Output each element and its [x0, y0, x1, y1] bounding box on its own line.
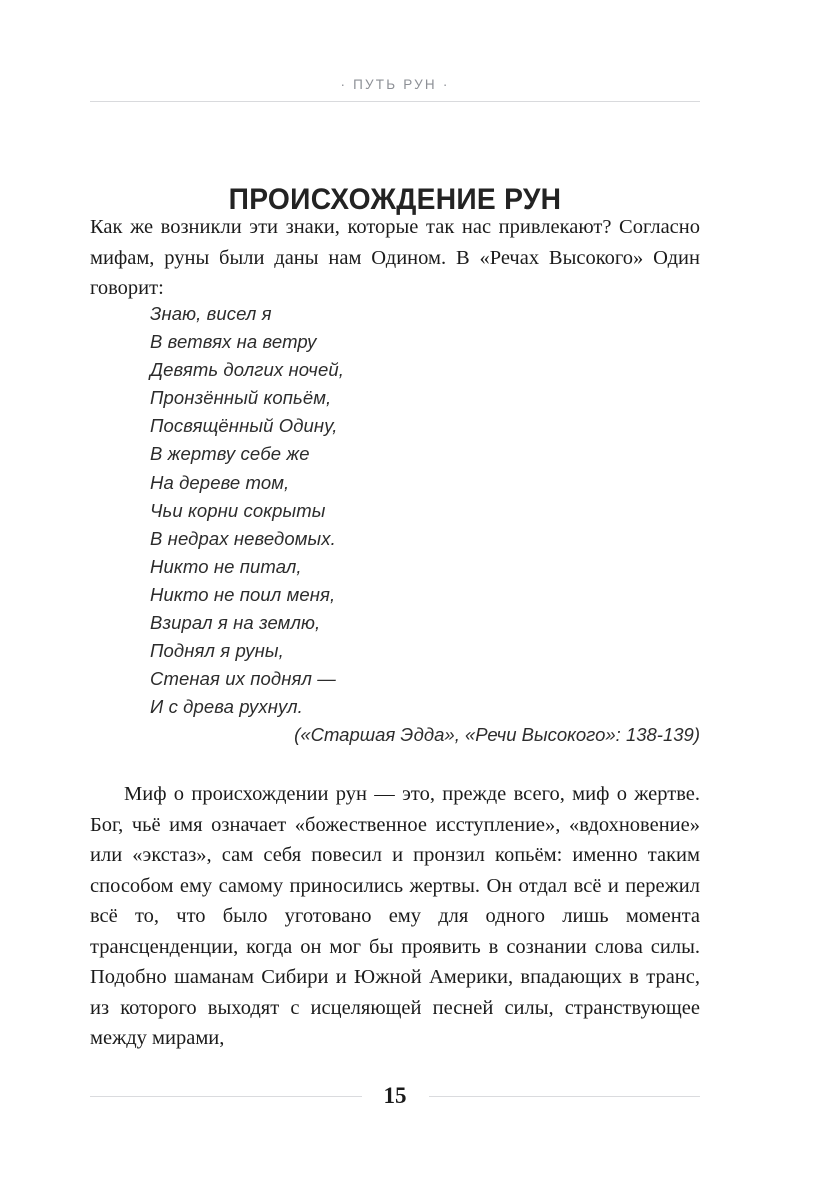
verse-line: Чьи корни сокрыты: [150, 499, 326, 521]
verse-line: Никто не поил меня,: [150, 583, 336, 605]
chapter-title: ПРОИСХОЖДЕНИЕ РУН: [228, 183, 562, 217]
verse-line: На дереве том,: [150, 471, 290, 493]
verse-block: [150, 300, 700, 721]
verse-line: Взирал я на землю,: [150, 612, 321, 634]
verse-line: В недрах неведомых.: [150, 527, 336, 549]
main-paragraph-text: Миф о происхождении рун — это, прежде всего, миф о жертве. Бог, чьё имя означает «божественное исступление», «вдохновение» или «экстаз», сам себя повесил и пронзил копьём: именно таким способом ему самому приносились жертвы. Он отдал всё и пережил всё то, что было уготовано ему для одного лишь момента трансценденции, когда он мог бы проявить в сознании слова силы. Подобно шаманам Сибири и Южной Америки, впадающих в транс, из которого выходят с исцеляющей песней силы, странствующее между мирами,: [90, 783, 700, 1049]
verse-line: Пронзённый копьём,: [150, 387, 332, 409]
page-footer: [90, 1085, 700, 1108]
main-paragraph-block: [90, 779, 700, 1054]
verse-source-citation: («Старшая Эдда», «Речи Высокого»: 138-139): [294, 724, 700, 745]
verse-line: Никто не питал,: [150, 555, 302, 577]
verse-line: Знаю, висел я: [150, 303, 272, 324]
intro-paragraph-text: Как же возникли эти знаки, которые так нас привлекают? Согласно мифам, руны были даны нам Одином. В «Речах Высокого» Один говорит:: [90, 216, 700, 299]
intro-paragraph-block: [90, 212, 700, 304]
footer-rule-left: [90, 1096, 362, 1097]
verse-line: Поднял я руны,: [150, 640, 284, 662]
verse-line: И с древа рухнул.: [150, 696, 303, 718]
running-head-divider: [90, 101, 700, 102]
running-head: [90, 78, 700, 102]
verse-line: Стеная их поднял —: [150, 668, 336, 690]
verse-line: В ветвях на ветру: [150, 331, 317, 353]
page-number: 15: [383, 1083, 407, 1108]
footer-rule-right: [429, 1096, 701, 1097]
running-head-label: · ПУТЬ РУН ·: [340, 77, 450, 92]
verse-line: В жертву себе же: [150, 443, 310, 465]
verse-line: Посвящённый Одину,: [150, 415, 338, 437]
verse-line: Девять долгих ночей,: [150, 359, 345, 381]
